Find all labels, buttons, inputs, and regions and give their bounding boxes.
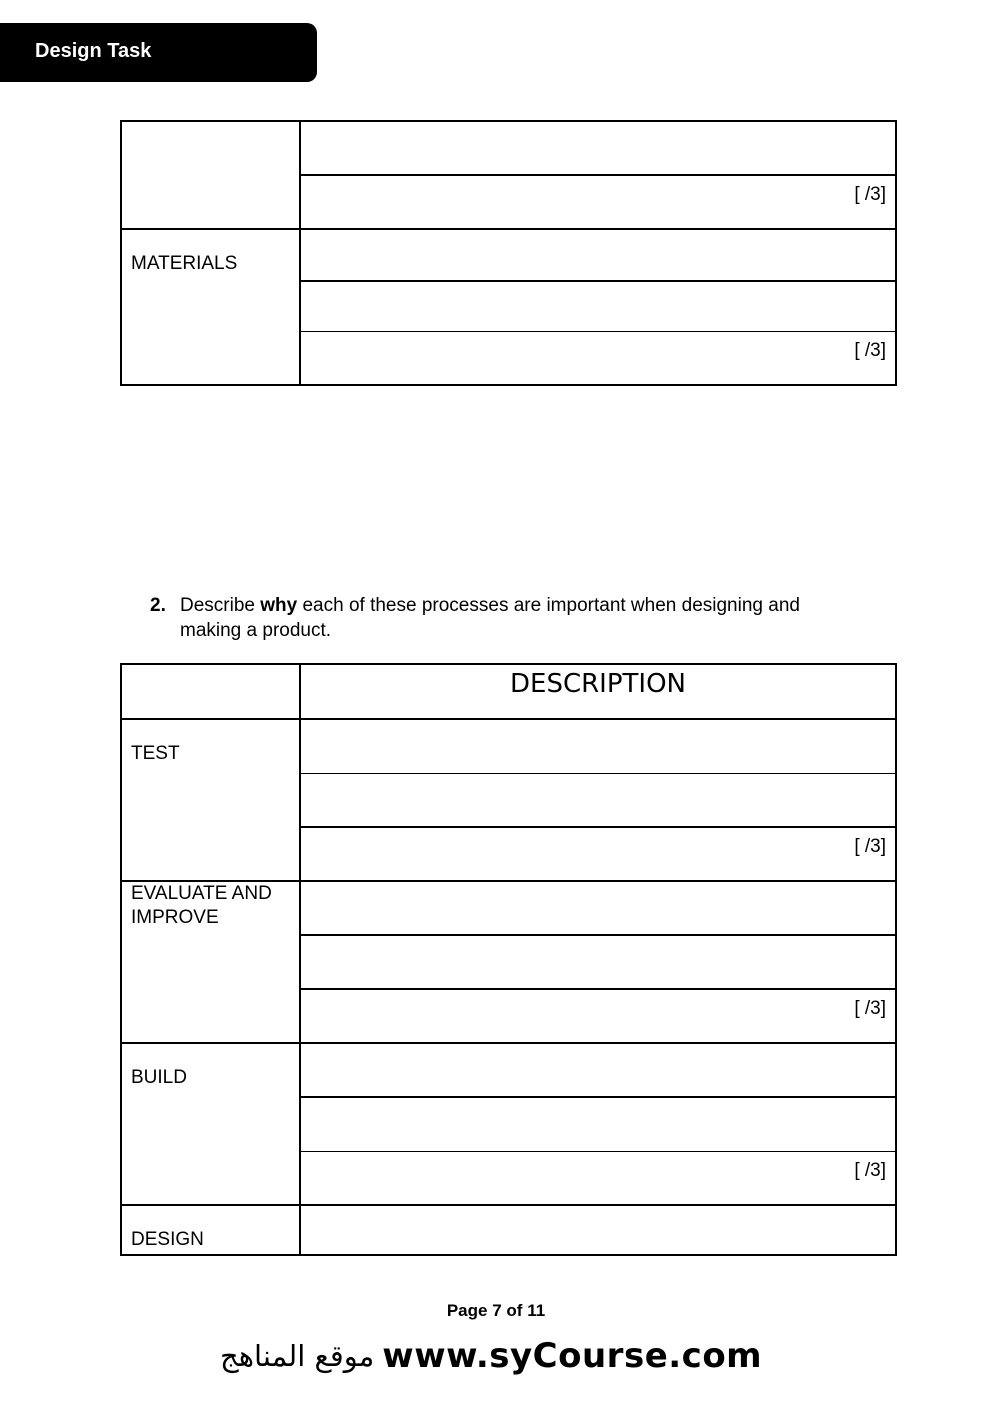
section-tab-label: Design Task: [35, 40, 152, 62]
page-footer: [0, 1301, 992, 1321]
mark-allocation: [ /3]: [854, 1159, 886, 1181]
answer-line[interactable]: [300, 935, 896, 989]
row-label-build: BUILD: [131, 1067, 187, 1088]
page-total: 11: [527, 1301, 546, 1320]
row-label: [122, 122, 299, 144]
mark-allocation: [ /3]: [854, 998, 886, 1019]
of-word: of: [506, 1301, 523, 1320]
header-empty-cell: [121, 664, 300, 719]
answer-line[interactable]: [300, 229, 896, 281]
watermark-url: www.syCourse.com: [382, 1336, 763, 1376]
answer-line[interactable]: [300, 719, 896, 773]
answer-line[interactable]: [300, 1097, 896, 1151]
description-header-cell: [300, 664, 896, 719]
answer-line[interactable]: [300, 1043, 896, 1097]
description-header: DESCRIPTION: [510, 669, 686, 699]
question-number: 2.: [150, 595, 166, 616]
mark-allocation: [ /3]: [854, 339, 886, 361]
page-word: Page: [446, 1301, 488, 1320]
row-label-cell: [121, 1043, 300, 1205]
question-text-emphasis: why: [260, 595, 298, 616]
row-label-evaluate-improve: EVALUATE AND IMPROVE: [131, 883, 272, 928]
question-2: [150, 593, 870, 643]
answer-line-mark[interactable]: [300, 989, 896, 1043]
row-label-test: TEST: [131, 743, 180, 764]
row-label-cell: [121, 1205, 300, 1255]
answer-line-mark[interactable]: [300, 827, 896, 881]
row-label-cell: [121, 719, 300, 881]
answer-line[interactable]: [300, 121, 896, 175]
question-text-start: Describe: [180, 595, 261, 616]
row-label-design: DESIGN: [131, 1229, 204, 1250]
answer-line-mark[interactable]: [300, 1151, 896, 1205]
row-label-materials: MATERIALS: [131, 253, 238, 274]
mark-allocation: [ /3]: [854, 184, 886, 205]
section-tab: [0, 23, 317, 82]
mark-allocation: [ /3]: [854, 836, 886, 857]
question-text-line2: making a product.: [180, 620, 332, 641]
watermark-arabic: موقع المناهج: [220, 1339, 375, 1373]
page-current: 7: [492, 1301, 502, 1320]
row-label-cell: [121, 229, 300, 385]
answer-line[interactable]: [300, 881, 896, 935]
site-watermark: [220, 1336, 780, 1396]
answer-line[interactable]: [300, 1205, 896, 1255]
answer-line[interactable]: [300, 281, 896, 331]
row-label-cell: [121, 881, 300, 1043]
question-text-end: each of these processes are important when designing and: [297, 595, 800, 616]
row-label-cell: [121, 121, 300, 229]
answer-line[interactable]: [300, 773, 896, 827]
answer-table-1: [120, 120, 897, 386]
answer-line-mark[interactable]: [300, 175, 896, 229]
answer-line-mark[interactable]: [300, 331, 896, 385]
answer-table-2: [120, 663, 897, 1256]
